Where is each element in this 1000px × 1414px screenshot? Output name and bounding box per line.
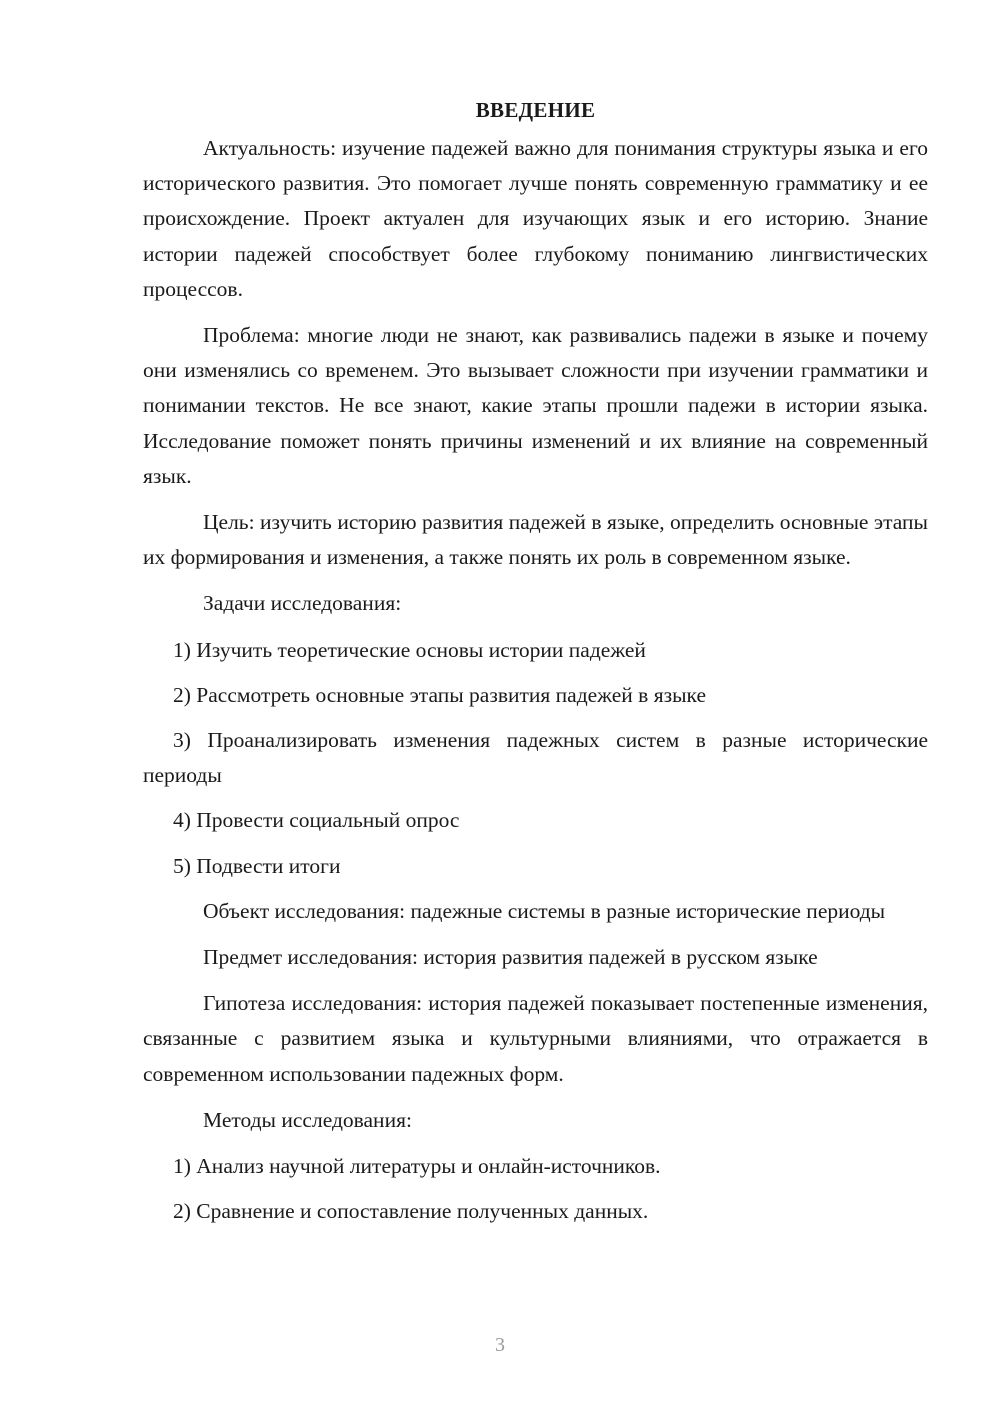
subject-paragraph: Предмет исследования: история развития падежей в русском языке [203, 945, 818, 970]
task-item: 5) Подвести итоги [173, 853, 341, 878]
problem-paragraph: Проблема: многие люди не знают, как развивались падежи в языке и почему они изменялись со временем. Это вызывает сложности при изучении грамматики и понимании текстов. Не все знают, какие этапы прошли падежи в истории языка. Исследование поможет понять причины изменений и их влияние на современный язык. [143, 323, 928, 488]
task-item: 4) Провести социальный опрос [173, 808, 460, 833]
hypothesis-paragraph: Гипотеза исследования: история падежей показывает постепенные изменения, связанные с развитием языка и культурными влияниями, что отражается в современном использовании падежных форм. [143, 991, 928, 1086]
relevance-paragraph: Актуальность: изучение падежей важно для понимания структуры языка и его исторического развития. Это помогает лучше понять современную грамматику и ее происхождение. Проект актуален для изучающих язык и его историю. Знание истории падежей способствует более глубокому пониманию лингвистических процессов. [143, 136, 928, 301]
document-page [143, 92, 928, 1239]
task-item: 2) Рассмотреть основные этапы развития падежей в языке [173, 682, 706, 707]
method-item: 1) Анализ научной литературы и онлайн-источников. [173, 1154, 661, 1179]
method-item: 2) Сравнение и сопоставление полученных данных. [173, 1199, 649, 1224]
page-number: 3 [495, 1334, 505, 1356]
methods-heading: Методы исследования: [203, 1107, 412, 1132]
goal-paragraph: Цель: изучить историю развития падежей в языке, определить основные этапы их формирования и изменения, а также понять их роль в современном языке. [143, 510, 928, 570]
task-item: 3) Проанализировать изменения падежных систем в разные исторические периоды [143, 728, 928, 788]
page-title: ВВЕДЕНИЕ [475, 98, 596, 122]
task-item: 1) Изучить теоретические основы истории падежей [173, 637, 646, 662]
tasks-heading: Задачи исследования: [203, 591, 402, 616]
object-paragraph: Объект исследования: падежные системы в разные исторические периоды [203, 898, 886, 923]
